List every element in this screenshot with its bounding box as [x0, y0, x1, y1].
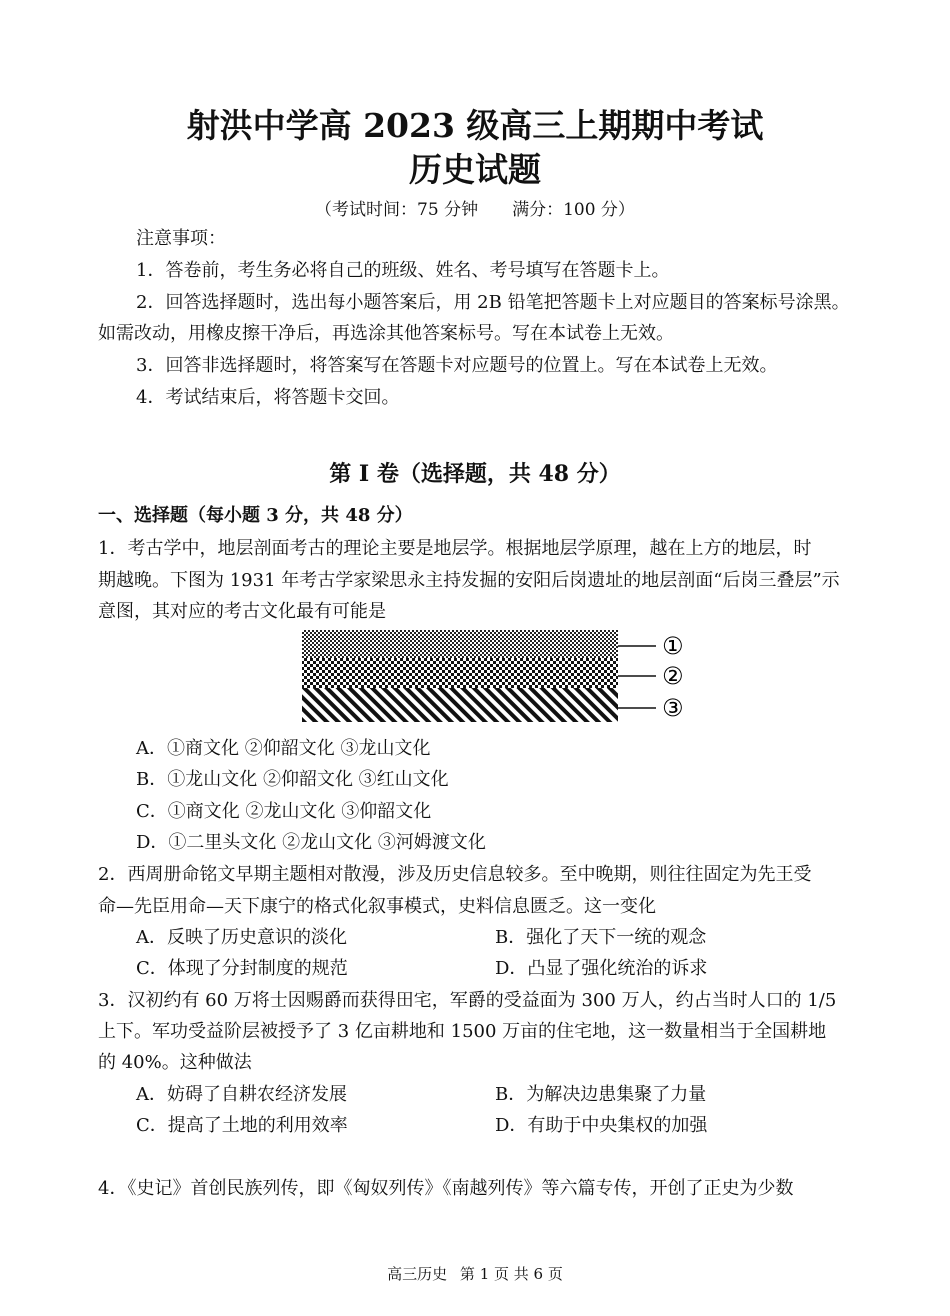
- notice-item: 1．答卷前，考生务必将自己的班级、姓名、考号填写在答题卡上。: [136, 260, 670, 281]
- question-2-option-d: D．凸显了强化统治的诉求: [495, 958, 708, 979]
- question-3-option-c: C．提高了土地的利用效率: [136, 1115, 348, 1136]
- footer-page-info: 第 1 页 共 6 页: [459, 1265, 563, 1283]
- notice-item-continued: 如需改动，用橡皮擦干净后，再选涂其他答案标号。写在本试卷上无效。: [98, 323, 674, 344]
- question-1-option-c: C．①商文化 ②龙山文化 ③仰韶文化: [136, 801, 432, 822]
- exam-title: 射洪中学高 2023 级高三上期期中考试: [186, 106, 764, 145]
- exam-subject-title: 历史试题: [409, 150, 541, 189]
- notice-item: 4．考试结束后，将答题卡交回。: [136, 387, 400, 408]
- layer-label-3: ③: [662, 694, 684, 722]
- notice-item: 2．回答选择题时，选出每小题答案后，用 2B 铅笔把答题卡上对应题目的答案标号涂黑。: [136, 292, 850, 313]
- question-3-option-d: D．有助于中央集权的加强: [495, 1115, 708, 1136]
- question-1-option-a: A．①商文化 ②仰韶文化 ③龙山文化: [136, 738, 431, 759]
- question-3-text: 3．汉初约有 60 万将士因赐爵而获得田宅，军爵的受益面为 300 万人，约占当时人口的 1/5: [98, 990, 837, 1011]
- question-1-text: 意图，其对应的考古文化最有可能是: [98, 601, 386, 622]
- question-2-option-c: C．体现了分封制度的规范: [136, 958, 348, 979]
- layer-label-1: ①: [662, 632, 684, 660]
- question-2-option-b: B．强化了天下一统的观念: [495, 927, 707, 948]
- notice-item: 3．回答非选择题时，将答案写在答题卡对应题号的位置上。写在本试卷上无效。: [136, 355, 778, 376]
- notice-heading: 注意事项：: [136, 228, 226, 249]
- layer-1: [302, 630, 618, 658]
- section-title: 第 I 卷（选择题，共 48 分）: [329, 461, 621, 487]
- question-3-text: 上下。军功受益阶层被授予了 3 亿亩耕地和 1500 万亩的住宅地，这一数量相当于全国耕地: [98, 1021, 827, 1042]
- layer-3: [302, 688, 618, 722]
- question-4-text: 4．《史记》首创民族列传，即《匈奴列传》《南越列传》等六篇专传，开创了正史为少数: [98, 1178, 794, 1199]
- question-1-option-d: D．①二里头文化 ②龙山文化 ③河姆渡文化: [136, 832, 486, 853]
- exam-meta: （考试时间：75 分钟 满分：100 分）: [315, 200, 635, 220]
- layer-label-2: ②: [662, 662, 684, 690]
- question-3-text: 的 40%。这种做法: [98, 1052, 252, 1073]
- question-3-option-b: B．为解决边患集聚了力量: [495, 1084, 707, 1105]
- question-2-text: 命—先臣用命—天下康宁的格式化叙事模式，史料信息匮乏。这一变化: [98, 896, 656, 917]
- question-1-option-b: B．①龙山文化 ②仰韶文化 ③红山文化: [136, 769, 449, 790]
- question-3-option-a: A．妨碍了自耕农经济发展: [136, 1084, 347, 1105]
- part-heading: 一、选择题（每小题 3 分，共 48 分）: [98, 505, 413, 526]
- page-footer: [0, 1263, 950, 1284]
- question-2-option-a: A．反映了历史意识的淡化: [136, 927, 347, 948]
- stratigraphy-figure: [298, 628, 698, 728]
- question-1-text: 1．考古学中，地层剖面考古的理论主要是地层学。根据地层学原理，越在上方的地层，时: [98, 538, 812, 559]
- question-2-text: 2．西周册命铭文早期主题相对散漫，涉及历史信息较多。至中晚期，则往往固定为先王受: [98, 864, 812, 885]
- question-1-text: 期越晚。下图为 1931 年考古学家梁思永主持发掘的安阳后岗遗址的地层剖面“后岗三叠层”示: [98, 570, 840, 591]
- footer-subject: 高三历史: [387, 1265, 448, 1283]
- layer-2: [302, 658, 618, 688]
